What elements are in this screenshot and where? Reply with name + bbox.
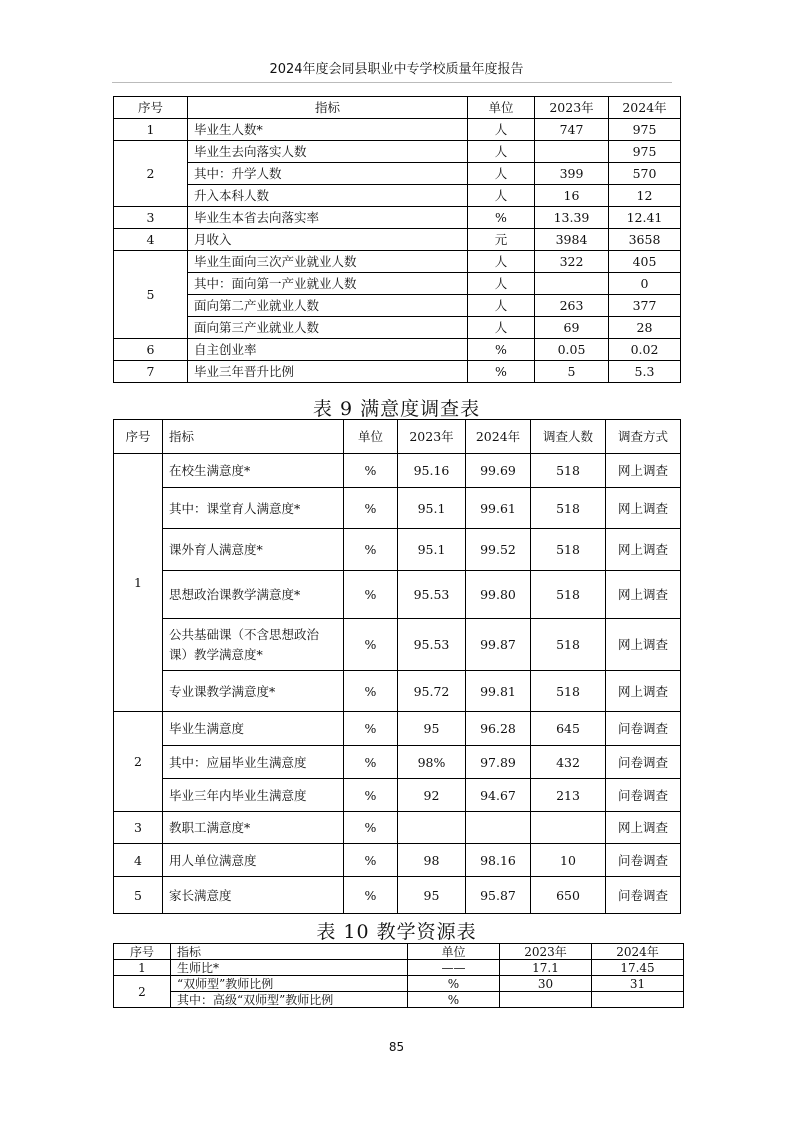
- method-cell: 问卷调查: [606, 844, 681, 877]
- table-row: [114, 295, 681, 317]
- seq-cell: 1: [114, 960, 171, 976]
- unit-cell: 人: [468, 141, 535, 163]
- value-2024-cell: 12.41: [609, 207, 681, 229]
- seq-cell: 7: [114, 361, 188, 383]
- seq-cell: 2: [114, 976, 171, 1008]
- method-cell: 网上调查: [606, 571, 681, 619]
- indicator-cell: “双师型”教师比例: [171, 976, 408, 992]
- table-row: [114, 273, 681, 295]
- table-caption: 表 9 满意度调查表: [312, 398, 481, 420]
- table-row: [114, 488, 681, 529]
- table-header-row: [114, 420, 681, 454]
- indicator-cell: 毕业三年内毕业生满意度: [163, 779, 344, 812]
- count-cell: 645: [531, 712, 606, 746]
- value-2024-cell: 99.81: [466, 671, 531, 712]
- value-2024-cell: 97.89: [466, 746, 531, 779]
- value-2024-cell: 99.87: [466, 619, 531, 671]
- unit-cell: %: [344, 529, 398, 571]
- column-header: 指标: [188, 97, 468, 119]
- satisfaction-table: [113, 419, 681, 914]
- indicator-cell: 毕业三年晋升比例: [188, 361, 468, 383]
- indicator-cell: 课外育人满意度*: [163, 529, 344, 571]
- value-2023-cell: 95.53: [398, 619, 466, 671]
- value-2023-cell: 747: [535, 119, 609, 141]
- indicator-cell: 自主创业率: [188, 339, 468, 361]
- column-header: 单位: [408, 944, 500, 960]
- table-row: [114, 571, 681, 619]
- value-2024-cell: 570: [609, 163, 681, 185]
- value-2024-cell: 99.61: [466, 488, 531, 529]
- table-row: [114, 119, 681, 141]
- column-header: 2023年: [500, 944, 592, 960]
- indicator-cell: 升入本科人数: [188, 185, 468, 207]
- column-header: 调查人数: [531, 420, 606, 454]
- column-header: 调查方式: [606, 420, 681, 454]
- unit-cell: %: [344, 812, 398, 844]
- table-row: [114, 992, 684, 1008]
- unit-cell: %: [344, 779, 398, 812]
- column-header: 2024年: [592, 944, 684, 960]
- method-cell: 网上调查: [606, 454, 681, 488]
- value-2023-cell: 0.05: [535, 339, 609, 361]
- value-2024-cell: 377: [609, 295, 681, 317]
- count-cell: 518: [531, 671, 606, 712]
- seq-cell: 3: [114, 812, 163, 844]
- value-2023-cell: 95.53: [398, 571, 466, 619]
- value-2023-cell: 399: [535, 163, 609, 185]
- value-2024-cell: [592, 992, 684, 1008]
- method-cell: 网上调查: [606, 488, 681, 529]
- value-2023-cell: 95.1: [398, 488, 466, 529]
- value-2024-cell: 31: [592, 976, 684, 992]
- indicator-cell: 毕业生面向三次产业就业人数: [188, 251, 468, 273]
- table-row: [114, 619, 681, 671]
- indicator-cell: 其中：应届毕业生满意度: [163, 746, 344, 779]
- value-2023-cell: 69: [535, 317, 609, 339]
- indicator-cell: 家长满意度: [163, 877, 344, 914]
- unit-cell: %: [344, 712, 398, 746]
- table-row: [114, 746, 681, 779]
- unit-cell: %: [344, 844, 398, 877]
- seq-cell: 5: [114, 877, 163, 914]
- seq-cell: 4: [114, 229, 188, 251]
- indicator-cell: 其中：课堂育人满意度*: [163, 488, 344, 529]
- value-2024-cell: 0: [609, 273, 681, 295]
- table-row: [114, 671, 681, 712]
- count-cell: 10: [531, 844, 606, 877]
- seq-cell: 4: [114, 844, 163, 877]
- table-row: [114, 229, 681, 251]
- indicator-cell: 毕业生去向落实人数: [188, 141, 468, 163]
- seq-cell: 1: [114, 119, 188, 141]
- column-header: 2024年: [466, 420, 531, 454]
- value-2024-cell: 99.69: [466, 454, 531, 488]
- value-2024-cell: 98.16: [466, 844, 531, 877]
- unit-cell: 元: [468, 229, 535, 251]
- method-cell: 网上调查: [606, 812, 681, 844]
- unit-cell: 人: [468, 251, 535, 273]
- indicator-cell: 毕业生满意度: [163, 712, 344, 746]
- indicator-cell: 其中：升学人数: [188, 163, 468, 185]
- indicator-cell: 生师比*: [171, 960, 408, 976]
- graduates-table: [113, 96, 681, 383]
- count-cell: 518: [531, 571, 606, 619]
- method-cell: 问卷调查: [606, 877, 681, 914]
- value-2023-cell: 3984: [535, 229, 609, 251]
- value-2023-cell: 17.1: [500, 960, 592, 976]
- table-row: [114, 712, 681, 746]
- value-2024-cell: [466, 812, 531, 844]
- page-header: 2024年度会同县职业中专学校质量年度报告: [269, 62, 524, 77]
- unit-cell: %: [468, 207, 535, 229]
- count-cell: 518: [531, 619, 606, 671]
- column-header: 指标: [171, 944, 408, 960]
- unit-cell: %: [344, 454, 398, 488]
- indicator-cell: 专业课教学满意度*: [163, 671, 344, 712]
- method-cell: 网上调查: [606, 671, 681, 712]
- unit-cell: 人: [468, 295, 535, 317]
- unit-cell: 人: [468, 273, 535, 295]
- value-2024-cell: 3658: [609, 229, 681, 251]
- header-rule: [112, 82, 672, 83]
- indicator-cell: 面向第三产业就业人数: [188, 317, 468, 339]
- method-cell: 网上调查: [606, 619, 681, 671]
- table-header-row: [114, 944, 684, 960]
- value-2023-cell: 98: [398, 844, 466, 877]
- table-row: [114, 163, 681, 185]
- count-cell: 432: [531, 746, 606, 779]
- value-2023-cell: [535, 141, 609, 163]
- column-header: 2023年: [398, 420, 466, 454]
- value-2023-cell: [500, 992, 592, 1008]
- indicator-cell: 思想政治课教学满意度*: [163, 571, 344, 619]
- value-2024-cell: 975: [609, 119, 681, 141]
- table-row: [114, 185, 681, 207]
- unit-cell: 人: [468, 119, 535, 141]
- unit-cell: %: [408, 992, 500, 1008]
- table-row: [114, 844, 681, 877]
- value-2023-cell: [398, 812, 466, 844]
- unit-cell: ——: [408, 960, 500, 976]
- seq-cell: 3: [114, 207, 188, 229]
- indicator-cell: 毕业生人数*: [188, 119, 468, 141]
- seq-cell: 2: [114, 141, 188, 207]
- seq-cell: 2: [114, 712, 163, 812]
- table-row: [114, 779, 681, 812]
- indicator-cell: 面向第二产业就业人数: [188, 295, 468, 317]
- column-header: 序号: [114, 420, 163, 454]
- value-2023-cell: 95: [398, 712, 466, 746]
- indicator-cell: 毕业生本省去向落实率: [188, 207, 468, 229]
- value-2024-cell: 99.80: [466, 571, 531, 619]
- value-2023-cell: 98%: [398, 746, 466, 779]
- unit-cell: %: [344, 746, 398, 779]
- unit-cell: %: [344, 671, 398, 712]
- value-2024-cell: 95.87: [466, 877, 531, 914]
- value-2024-cell: 94.67: [466, 779, 531, 812]
- column-header: 序号: [114, 944, 171, 960]
- value-2023-cell: 95.16: [398, 454, 466, 488]
- value-2024-cell: 99.52: [466, 529, 531, 571]
- seq-cell: 6: [114, 339, 188, 361]
- value-2023-cell: 13.39: [535, 207, 609, 229]
- value-2023-cell: 263: [535, 295, 609, 317]
- table-row: [114, 529, 681, 571]
- value-2023-cell: 95: [398, 877, 466, 914]
- unit-cell: %: [344, 619, 398, 671]
- value-2024-cell: 975: [609, 141, 681, 163]
- table-row: [114, 812, 681, 844]
- indicator-cell: 教职工满意度*: [163, 812, 344, 844]
- unit-cell: %: [468, 361, 535, 383]
- indicator-cell: 月收入: [188, 229, 468, 251]
- indicator-cell: 其中：高级“双师型”教师比例: [171, 992, 408, 1008]
- value-2024-cell: 12: [609, 185, 681, 207]
- page-number: 85: [388, 1040, 405, 1054]
- value-2023-cell: 30: [500, 976, 592, 992]
- count-cell: 213: [531, 779, 606, 812]
- value-2023-cell: 16: [535, 185, 609, 207]
- count-cell: 518: [531, 488, 606, 529]
- table-row: [114, 361, 681, 383]
- table-row: [114, 960, 684, 976]
- value-2024-cell: 405: [609, 251, 681, 273]
- indicator-cell: 公共基础课（不含思想政治课）教学满意度*: [163, 619, 344, 671]
- value-2024-cell: 28: [609, 317, 681, 339]
- value-2023-cell: 5: [535, 361, 609, 383]
- table-row: [114, 454, 681, 488]
- table-row: [114, 207, 681, 229]
- value-2023-cell: 95.1: [398, 529, 466, 571]
- count-cell: [531, 812, 606, 844]
- value-2023-cell: 95.72: [398, 671, 466, 712]
- unit-cell: 人: [468, 317, 535, 339]
- method-cell: 问卷调查: [606, 746, 681, 779]
- unit-cell: %: [344, 571, 398, 619]
- table-row: [114, 976, 684, 992]
- table-header-row: [114, 97, 681, 119]
- indicator-cell: 用人单位满意度: [163, 844, 344, 877]
- value-2023-cell: 322: [535, 251, 609, 273]
- table-caption: 表 10 教学资源表: [316, 921, 477, 943]
- unit-cell: %: [468, 339, 535, 361]
- unit-cell: %: [344, 488, 398, 529]
- value-2023-cell: 92: [398, 779, 466, 812]
- table-row: [114, 339, 681, 361]
- seq-cell: 1: [114, 454, 163, 712]
- count-cell: 518: [531, 529, 606, 571]
- column-header: 2023年: [535, 97, 609, 119]
- method-cell: 问卷调查: [606, 712, 681, 746]
- unit-cell: 人: [468, 163, 535, 185]
- unit-cell: 人: [468, 185, 535, 207]
- method-cell: 网上调查: [606, 529, 681, 571]
- value-2024-cell: 0.02: [609, 339, 681, 361]
- column-header: 序号: [114, 97, 188, 119]
- count-cell: 518: [531, 454, 606, 488]
- method-cell: 问卷调查: [606, 779, 681, 812]
- indicator-cell: 在校生满意度*: [163, 454, 344, 488]
- seq-cell: 5: [114, 251, 188, 339]
- table-row: [114, 877, 681, 914]
- column-header: 2024年: [609, 97, 681, 119]
- table-row: [114, 317, 681, 339]
- table-row: [114, 251, 681, 273]
- value-2023-cell: [535, 273, 609, 295]
- count-cell: 650: [531, 877, 606, 914]
- column-header: 指标: [163, 420, 344, 454]
- value-2024-cell: 17.45: [592, 960, 684, 976]
- column-header: 单位: [468, 97, 535, 119]
- table-row: [114, 141, 681, 163]
- value-2024-cell: 96.28: [466, 712, 531, 746]
- unit-cell: %: [408, 976, 500, 992]
- value-2024-cell: 5.3: [609, 361, 681, 383]
- resources-table: [113, 943, 684, 1008]
- unit-cell: %: [344, 877, 398, 914]
- column-header: 单位: [344, 420, 398, 454]
- indicator-cell: 其中：面向第一产业就业人数: [188, 273, 468, 295]
